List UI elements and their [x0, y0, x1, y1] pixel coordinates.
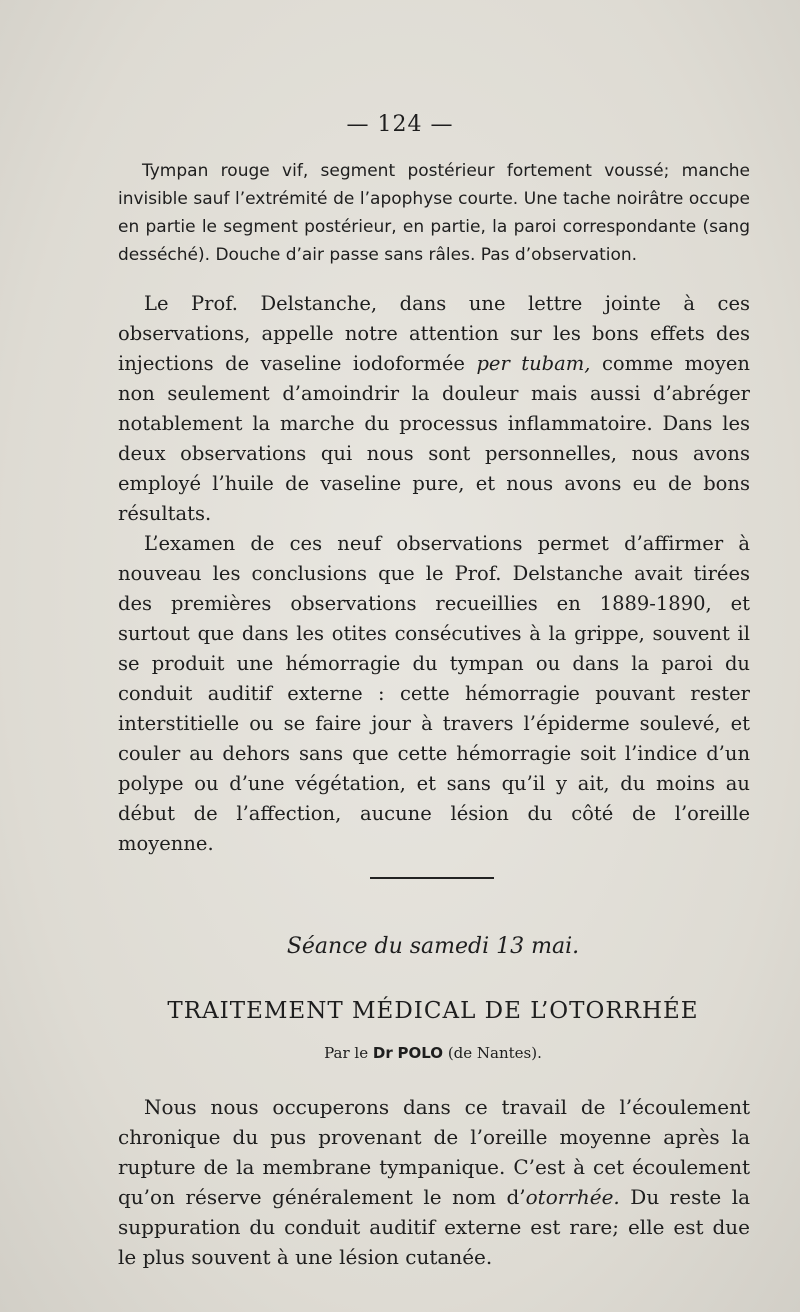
byline-suffix: (de Nantes). [447, 1044, 542, 1062]
section-divider [370, 877, 494, 879]
paragraph-1-text-b: comme moyen non seulement d’amoindrir la douleur mais aussi d’abréger notablement la marche du processus inflammatoire. Dans les deux observations qui nous sont personnelles, nous avons employé l’huile de vaseline pure, et nous avons eu de bons résultats. [118, 352, 750, 525]
paragraph-1-italic: per tubam, [476, 352, 591, 375]
paragraph-3-text-a: Nous nous occuperons dans ce travail de l’écoulement chronique du pus provenant de l’oreille moyenne après la rupture de la membrane tympanique. C’est à cet écoulement qu’on réserve généralement le nom d’ [118, 1095, 750, 1209]
paragraph-3-italic: otorrhée. [525, 1185, 620, 1209]
byline-prefix: Par le [324, 1044, 369, 1062]
paragraph-1-text-a: Le Prof. Delstanche, dans une lettre jointe à ces observations, appelle notre attention sur les bons effets des injections de vaseline iodoformée [118, 292, 750, 375]
byline-title: Dr [372, 1044, 393, 1062]
body-text [118, 289, 750, 859]
byline [0, 1044, 800, 1062]
byline-author: POLO [397, 1044, 444, 1062]
page-number: — 124 — [346, 112, 454, 137]
article-title: TRAITEMENT MÉDICAL DE L’OTORRHÉE [167, 998, 699, 1024]
paragraph-examen: L’examen de ces neuf observations permet d’affirmer à nouveau les conclusions que le Prof. Delstanche avait tirées des premières observations recueillies en 1889-1890, et surtout que dans les otites consécutives à la grippe, souvent il se produit une hémorragie du tympan ou dans la paroi du conduit auditif externe : cette hémorragie pouvant rester interstitielle ou se faire jour à travers l’épiderme soulevé, et couler au dehors sans que cette hémorragie soit l’indice d’un polype ou d’une végétation, et sans qu’il y ait, du moins au début de l’affection, aucune lésion du côté de l’oreille moyenne. [118, 532, 750, 855]
paragraph-delstanche [118, 289, 750, 529]
observation-text [118, 157, 750, 269]
observation-paragraph: Tympan rouge vif, segment postérieur fortement voussé; manche invisible sauf l’extrémité de l’apophyse courte. Une tache noirâtre occupe en partie le segment postérieur, en partie, la paroi correspondante (sang desséché). Douche d’air passe sans râles. Pas d’observation. [118, 161, 750, 265]
paragraph-3-text-b: Du reste la suppuration du conduit auditif externe est rare; elle est due le plus souvent à une lésion cutanée. [118, 1185, 751, 1269]
paragraph-otorrhee [118, 1092, 750, 1272]
article-body [118, 1092, 750, 1272]
seance-heading: Séance du samedi 13 mai. [286, 934, 580, 959]
